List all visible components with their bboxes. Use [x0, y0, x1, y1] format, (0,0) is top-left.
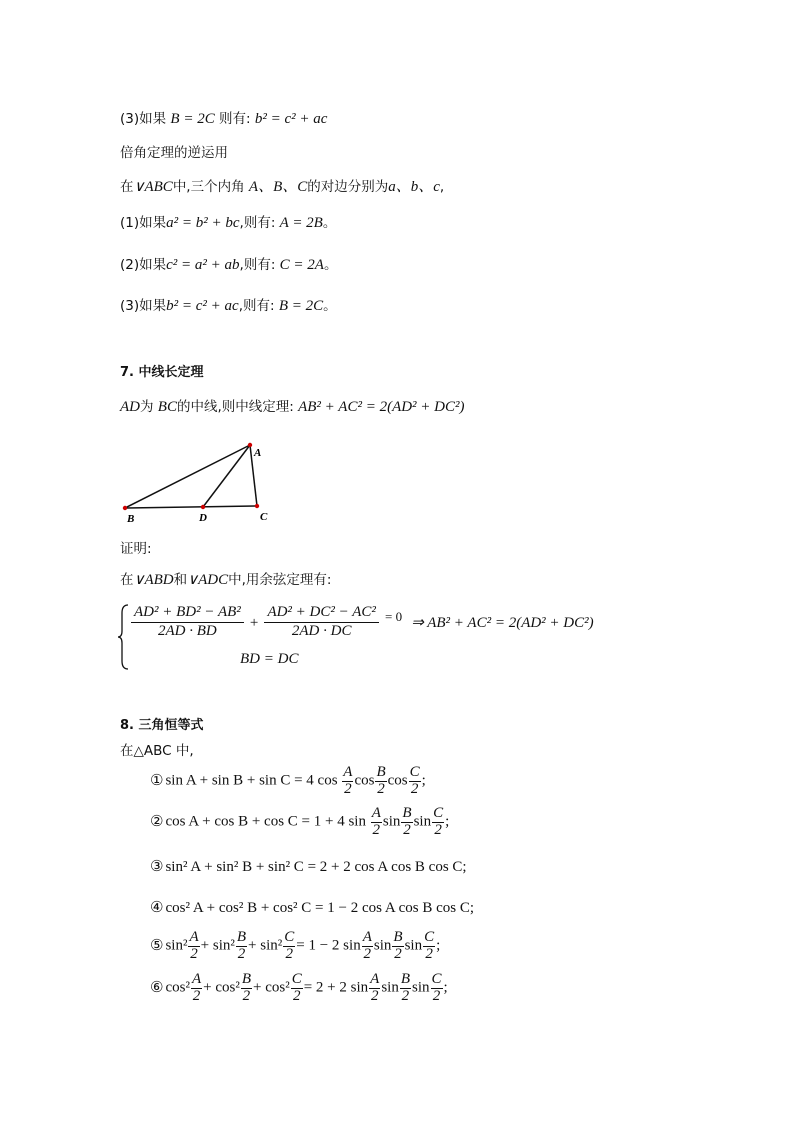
- label-b: B: [127, 513, 135, 525]
- sep: ,则有:: [239, 257, 276, 273]
- part: cos²: [165, 979, 190, 996]
- formula: sin² A + sin² B + sin² C = 2 + 2 cos A cos B cos C: [165, 859, 463, 875]
- den: 2: [344, 780, 352, 797]
- eq-zero: = 0: [385, 608, 403, 624]
- num: A: [370, 971, 380, 987]
- number: ②: [150, 811, 164, 830]
- label-a: A: [254, 447, 262, 459]
- den: 2: [190, 945, 198, 962]
- num: C: [431, 971, 442, 987]
- end: 。: [322, 215, 337, 231]
- fraction: [283, 930, 295, 963]
- identity-4: [150, 900, 474, 916]
- number: ①: [150, 770, 164, 789]
- den: 2: [410, 780, 419, 797]
- plus: +: [249, 614, 259, 631]
- median-ad: [203, 445, 250, 507]
- text: 为: [140, 399, 154, 415]
- line-b-eq-2c: [120, 112, 327, 127]
- bd-eq-dc: BD = DC: [240, 651, 299, 667]
- identity-6: [150, 972, 448, 1005]
- end: ;: [443, 979, 448, 996]
- end: ;: [462, 859, 467, 875]
- fraction-adc: [264, 605, 378, 640]
- inverse-3: [120, 299, 337, 314]
- label: (3)如果: [120, 298, 167, 314]
- part: = 1 − 2 sin: [296, 937, 361, 954]
- num: C: [284, 929, 295, 945]
- den: 2: [432, 987, 441, 1004]
- num: B: [236, 929, 247, 945]
- result: A = 2B: [279, 215, 323, 231]
- num: A: [189, 929, 199, 945]
- num: C: [291, 971, 302, 987]
- num: C: [409, 764, 420, 780]
- point-a: [248, 443, 252, 447]
- fraction: [291, 972, 303, 1005]
- den: 2: [363, 945, 372, 962]
- proof-label: 证明:: [120, 541, 152, 557]
- den: 2: [242, 987, 251, 1004]
- fraction: [188, 930, 199, 963]
- formula: cos² A + cos² B + cos² C = 1 − 2 cos A cos B cos C: [165, 900, 470, 916]
- den: 2: [370, 987, 379, 1004]
- part: + cos²: [253, 979, 290, 996]
- triangle: ∨ABC: [133, 179, 173, 195]
- triangle-figure: [115, 438, 285, 528]
- result: b² = c² + ac: [254, 111, 328, 127]
- part: + cos²: [203, 979, 240, 996]
- den: 2: [285, 945, 293, 962]
- section8-heading: 8. 三角恒等式: [120, 718, 204, 733]
- fraction-abd: [131, 605, 244, 640]
- number: ④: [150, 898, 164, 916]
- fraction: [400, 972, 411, 1005]
- inverse-2: [120, 258, 337, 273]
- part: sin: [412, 979, 430, 996]
- end: ;: [445, 813, 450, 830]
- part: sin²: [165, 937, 188, 954]
- part: sin: [404, 937, 423, 954]
- fraction: [392, 930, 403, 963]
- condition: a² = b² + bc: [166, 215, 240, 231]
- number: ⑤: [150, 935, 164, 954]
- lhs: sin A + sin B + sin C = 4 cos: [165, 772, 338, 789]
- triangle-abd: ∨ABD: [133, 572, 174, 588]
- sep: ,则有:: [238, 298, 275, 314]
- part: = 2 + 2 sin: [303, 979, 369, 996]
- inverse-intro: [120, 180, 444, 195]
- part: + sin²: [248, 937, 283, 954]
- num: B: [402, 805, 412, 821]
- proof-intro: [120, 573, 331, 588]
- condition: B = 2C: [170, 111, 215, 127]
- fraction: [342, 765, 353, 798]
- num: C: [433, 805, 444, 821]
- den: 2: [403, 821, 411, 838]
- end: 。: [323, 257, 338, 273]
- end: ;: [436, 937, 441, 954]
- section8-intro: 在△ABC 中,: [120, 743, 194, 759]
- fraction: [241, 972, 252, 1005]
- fraction: [362, 930, 373, 963]
- cosine-system: [130, 605, 594, 640]
- label: (1)如果: [120, 215, 167, 231]
- den: 2: [377, 780, 385, 797]
- condition: c² = a² + ab: [166, 257, 240, 273]
- fn: sin: [413, 813, 432, 830]
- text: 的中线,则中线定理:: [176, 399, 294, 415]
- num: C: [424, 929, 435, 945]
- den: 2: [292, 987, 301, 1004]
- text: 在: [120, 572, 134, 588]
- num: B: [400, 971, 411, 987]
- fraction: [423, 930, 435, 963]
- num: B: [376, 764, 386, 780]
- den: 2: [237, 945, 246, 962]
- label: (3)如果: [120, 111, 167, 127]
- segment-bc: BC: [157, 399, 177, 415]
- result: B = 2C: [278, 298, 324, 314]
- numerator: AD² + BD² − AB²: [131, 605, 244, 623]
- den: 2: [192, 987, 201, 1004]
- lhs: cos A + cos B + cos C = 1 + 4 sin: [165, 813, 366, 830]
- side-bc: [125, 506, 257, 508]
- angles: A、B、C: [248, 179, 308, 195]
- text: 中,用余弦定理有:: [228, 572, 332, 588]
- implies-result: ⇒ AB² + AC² = 2(AD² + DC²): [411, 614, 594, 631]
- part: sin: [373, 937, 392, 954]
- part: + sin²: [200, 937, 235, 954]
- fraction: [369, 972, 380, 1005]
- den: 2: [434, 821, 442, 838]
- text: ,: [439, 179, 445, 195]
- den: 2: [372, 821, 381, 838]
- point-c: [255, 504, 259, 508]
- den: 2: [425, 945, 433, 962]
- num: A: [343, 764, 353, 780]
- part: sin: [381, 979, 399, 996]
- num: B: [241, 971, 251, 987]
- denominator: 2AD · BD: [158, 622, 217, 639]
- fraction: [371, 806, 382, 839]
- numerator: AD² + DC² − AC²: [264, 605, 378, 623]
- segment-ad: AD: [120, 399, 140, 415]
- number: ⑥: [150, 977, 164, 996]
- number: ③: [150, 857, 164, 875]
- identity-2: [150, 806, 449, 839]
- median-formula: AB² + AC² = 2(AD² + DC²): [298, 399, 465, 415]
- end: 。: [323, 298, 337, 314]
- left-brace: [116, 603, 130, 671]
- num: A: [371, 805, 381, 821]
- identity-3: [150, 859, 467, 875]
- end: ;: [469, 900, 475, 916]
- point-d: [201, 505, 205, 509]
- num: A: [191, 971, 202, 987]
- sep: ,则有:: [239, 215, 276, 231]
- triangle-adc: ∨ADC: [187, 572, 229, 588]
- fn: sin: [382, 813, 401, 830]
- sep: 则有:: [219, 111, 251, 127]
- inverse-1: [120, 216, 336, 231]
- text: 和: [173, 572, 188, 588]
- fraction: [236, 930, 247, 963]
- fraction: [375, 765, 386, 798]
- fn: cos: [354, 772, 375, 789]
- fraction: [401, 806, 412, 839]
- text: 的对边分别为: [307, 179, 389, 195]
- denominator: 2AD · DC: [291, 622, 352, 639]
- identity-1: [150, 765, 426, 798]
- identity-5: [150, 930, 440, 963]
- num: A: [362, 929, 372, 945]
- median-statement: [120, 400, 465, 415]
- fraction: [191, 972, 202, 1005]
- num: B: [393, 929, 403, 945]
- label: (2)如果: [120, 257, 167, 273]
- fraction: [409, 765, 421, 798]
- condition: b² = c² + ac: [166, 298, 239, 314]
- den: 2: [394, 945, 402, 962]
- text: 在: [120, 179, 134, 195]
- side-ba: [125, 445, 250, 508]
- den: 2: [401, 987, 410, 1004]
- point-b: [123, 506, 127, 510]
- label-c: C: [260, 511, 268, 523]
- fn: cos: [387, 772, 408, 789]
- sides: a、b、c: [388, 179, 440, 195]
- fraction: [432, 806, 444, 839]
- inverse-heading: 倍角定理的逆运用: [120, 145, 228, 161]
- label-d: D: [199, 512, 207, 524]
- section7-heading: 7. 中线长定理: [120, 365, 204, 380]
- text: 中,三个内角: [172, 179, 245, 195]
- fraction: [431, 972, 443, 1005]
- end: ;: [421, 772, 426, 789]
- result: C = 2A: [279, 257, 324, 273]
